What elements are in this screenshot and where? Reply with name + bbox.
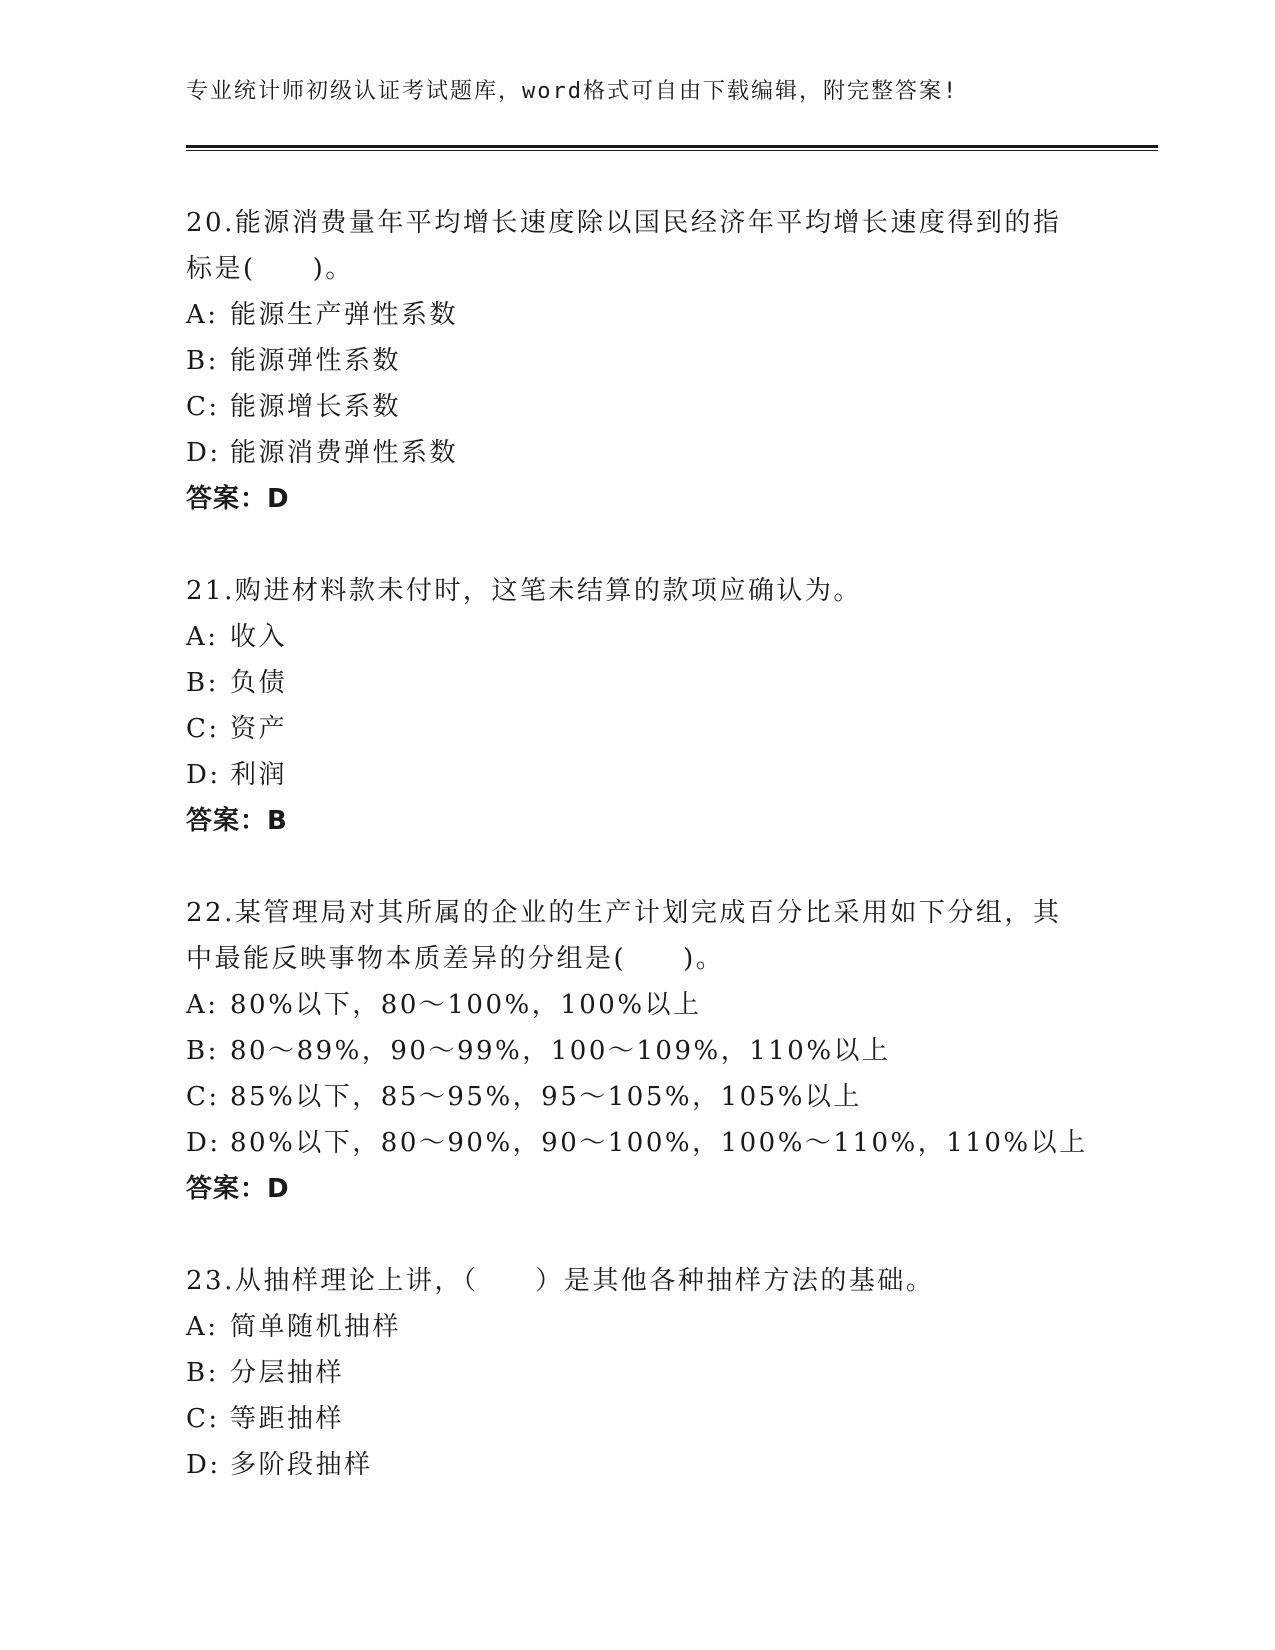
option-letter: D:	[186, 760, 221, 790]
option-text: 等距抽样	[230, 1404, 345, 1434]
option-text: 能源弹性系数	[230, 346, 402, 376]
option-letter: B:	[186, 1358, 219, 1388]
option-text: 能源生产弹性系数	[230, 300, 459, 330]
option-letter: A:	[186, 990, 219, 1020]
option-b	[186, 338, 1086, 384]
question-list	[186, 200, 1086, 1534]
option-letter: B:	[186, 668, 219, 698]
option-c	[186, 1396, 1086, 1442]
option-text: 利润	[230, 760, 288, 790]
question-stem: 23.从抽样理论上讲，（ ）是其他各种抽样方法的基础。	[186, 1266, 935, 1296]
header-divider-thin	[186, 150, 1158, 151]
answer: 答案：B	[186, 806, 288, 836]
option-text: 多阶段抽样	[230, 1450, 373, 1480]
option-b	[186, 1350, 1086, 1396]
option-a	[186, 292, 1086, 338]
option-letter: C:	[186, 1082, 220, 1112]
option-b	[186, 660, 1086, 706]
question-20	[186, 200, 1086, 522]
question-stem: 21.购进材料款未付时，这笔未结算的款项应确认为。	[186, 576, 862, 606]
option-text: 负债	[230, 668, 288, 698]
option-c	[186, 1074, 1086, 1120]
option-d	[186, 1120, 1086, 1166]
option-b	[186, 1028, 1086, 1074]
option-letter: A:	[186, 622, 219, 652]
option-text: 80%以下，80～100%，100%以上	[230, 990, 702, 1020]
question-22	[186, 890, 1086, 1212]
option-text: 资产	[230, 714, 288, 744]
option-letter: C:	[186, 392, 220, 422]
question-stem: 中最能反映事物本质差异的分组是( )。	[186, 944, 725, 974]
option-text: 80～89%，90～99%，100～109%，110%以上	[230, 1036, 891, 1066]
option-letter: C:	[186, 1404, 220, 1434]
option-letter: B:	[186, 1036, 219, 1066]
option-a	[186, 982, 1086, 1028]
option-text: 收入	[230, 622, 288, 652]
option-a	[186, 614, 1086, 660]
answer: 答案：D	[186, 1174, 290, 1204]
question-stem: 22.某管理局对其所属的企业的生产计划完成百分比采用如下分组，其	[186, 898, 1062, 928]
option-letter: C:	[186, 714, 220, 744]
option-text: 80%以下，80～90%，90～100%，100%～110%，110%以上	[230, 1128, 1088, 1158]
option-d	[186, 1442, 1086, 1488]
option-c	[186, 384, 1086, 430]
option-c	[186, 706, 1086, 752]
option-a	[186, 1304, 1086, 1350]
option-text: 85%以下，85～95%，95～105%，105%以上	[230, 1082, 862, 1112]
page-header: 专业统计师初级认证考试题库，word格式可自由下载编辑，附完整答案!	[186, 79, 959, 104]
option-letter: D:	[186, 1450, 221, 1480]
question-21	[186, 568, 1086, 844]
question-stem: 标是( )。	[186, 254, 354, 284]
option-letter: A:	[186, 300, 219, 330]
option-text: 能源增长系数	[230, 392, 402, 422]
question-stem: 20.能源消费量年平均增长速度除以国民经济年平均增长速度得到的指	[186, 208, 1062, 238]
question-23	[186, 1258, 1086, 1488]
option-letter: D:	[186, 1128, 221, 1158]
option-letter: B:	[186, 346, 219, 376]
answer: 答案：D	[186, 484, 290, 514]
option-text: 能源消费弹性系数	[230, 438, 459, 468]
option-letter: A:	[186, 1312, 219, 1342]
option-text: 分层抽样	[230, 1358, 345, 1388]
option-text: 简单随机抽样	[230, 1312, 402, 1342]
option-d	[186, 430, 1086, 476]
option-d	[186, 752, 1086, 798]
option-letter: D:	[186, 438, 221, 468]
header-divider-thick	[186, 145, 1158, 148]
